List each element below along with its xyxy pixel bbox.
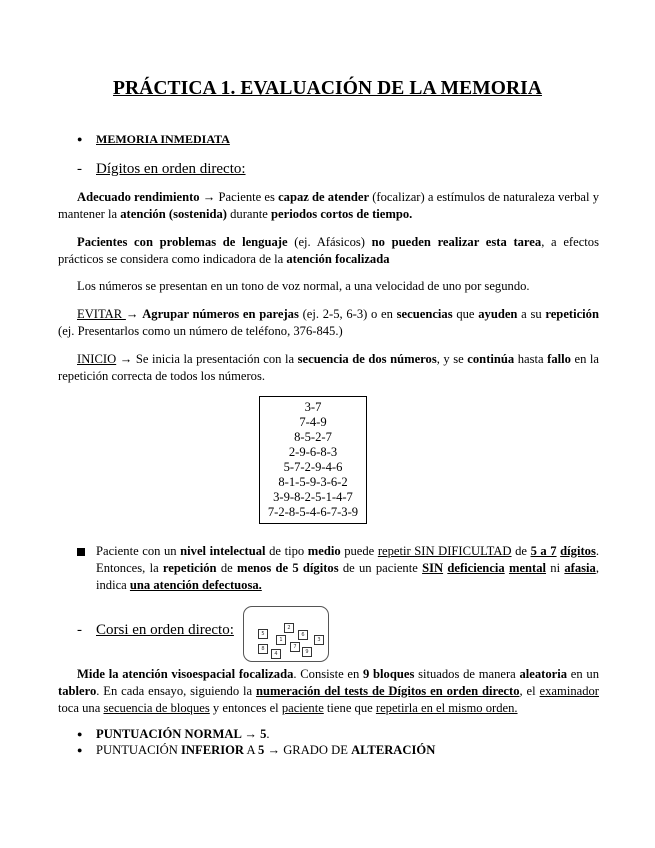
paragraph-presentation-rate: Los números se presentan en un tono de voz normal, a una velocidad de uno por segundo.: [77, 279, 530, 293]
text-span: de un paciente: [338, 561, 423, 575]
text-span: examinador: [539, 684, 599, 698]
corsi-block: 9: [302, 647, 312, 657]
digits-heading: Dígitos en orden directo:: [96, 161, 246, 177]
text-span: atención (sostenida): [120, 207, 227, 221]
text-span: , indica: [96, 561, 599, 592]
text-span: de: [511, 544, 531, 558]
square-bullet-icon: [77, 548, 85, 556]
text-span: Paciente con un: [96, 544, 181, 558]
page-title: PRÁCTICA 1. EVALUACIÓN DE LA MEMORIA: [112, 78, 543, 99]
corsi-block: 7: [290, 642, 300, 652]
text-span: tiene que: [323, 701, 376, 715]
text-span: Agrupar números en parejas: [142, 307, 299, 321]
text-span: , el: [519, 684, 540, 698]
text-span: INICIO: [77, 352, 117, 366]
text-span: .: [266, 727, 270, 741]
sequence-item: 3-7: [304, 400, 322, 414]
text-span: situados de manera: [414, 667, 520, 681]
corsi-heading: Corsi en orden directo:: [96, 622, 234, 638]
corsi-block: 2: [284, 623, 294, 633]
sequence-item: 5-7-2-9-4-6: [283, 460, 343, 474]
text-span: repetición: [162, 561, 217, 575]
text-span: ni: [546, 561, 565, 575]
text-span: ALTERACIÓN: [351, 743, 436, 757]
text-span: paciente: [281, 701, 324, 715]
text-span: → Se inicia la presentación con la: [116, 352, 298, 366]
sequence-item: 2-9-6-8-3: [288, 445, 338, 459]
text-span: deficiencia: [447, 561, 505, 575]
text-span: atención focalizada: [286, 252, 390, 266]
corsi-board-image: [243, 606, 329, 662]
text-span: mental: [508, 561, 547, 575]
text-span: secuencia de dos números: [297, 352, 437, 366]
text-span: 5: [258, 743, 265, 757]
text-span: no pueden realizar esta tarea: [371, 235, 542, 249]
sequence-item: 7-4-9: [299, 415, 327, 429]
sequence-item: 8-1-5-9-3-6-2: [278, 475, 348, 489]
text-span: toca una: [58, 701, 104, 715]
digit-sequences-list: [260, 400, 366, 520]
text-span: , y se: [436, 352, 468, 366]
arrow-icon: →: [125, 307, 143, 321]
corsi-block: 4: [271, 649, 281, 659]
text-span: durante: [226, 207, 272, 221]
corsi-block: 5: [258, 629, 268, 639]
text-span: numeración del tests de Dígitos en orden directo: [256, 684, 520, 698]
text-span: una atención defectuosa.: [129, 578, 262, 592]
text-span: periodos cortos de tiempo.: [271, 207, 413, 221]
text-span: (ej. Afásicos): [287, 235, 372, 249]
text-span: 9 bloques: [363, 667, 415, 681]
text-span: (focalizar) a estímulos de naturaleza verbal y mantener la: [58, 190, 599, 221]
text-span: INFERIOR: [181, 743, 244, 757]
text-span: secuencia de bloques: [103, 701, 210, 715]
text-span: (ej. Presentarlos como un número de teléfono, 376-845.): [58, 324, 343, 338]
text-span: repetirla en el mismo orden.: [375, 701, 518, 715]
text-span: 5 a 7: [530, 544, 557, 558]
text-span: puede: [340, 544, 378, 558]
text-span: → Paciente es: [199, 190, 279, 204]
text-span: menos de 5 dígitos: [236, 561, 339, 575]
section-heading: MEMORIA INMEDIATA: [96, 132, 230, 146]
text-span: . En cada ensayo, siguiendo la: [96, 684, 257, 698]
text-span: de: [216, 561, 237, 575]
text-span: en un: [567, 667, 599, 681]
paragraph-language-problems: [58, 234, 599, 268]
bullet-icon: ●: [77, 729, 83, 739]
sequence-item: 3-9-8-2-5-1-4-7: [273, 490, 353, 504]
text-span: medio: [307, 544, 341, 558]
text-span: que: [452, 307, 479, 321]
text-span: a su: [517, 307, 546, 321]
text-span: . Consiste en: [293, 667, 364, 681]
text-span: EVITAR: [77, 307, 126, 321]
digit-sequences-box: [259, 396, 367, 524]
dash-marker: -: [77, 161, 82, 177]
text-span: continúa: [467, 352, 515, 366]
bullet-icon: ●: [77, 134, 83, 144]
score-inferior: [96, 742, 596, 759]
sequence-item: 7-2-8-5-4-6-7-3-9: [267, 505, 359, 519]
text-span: ayuden: [478, 307, 518, 321]
text-span: fallo: [547, 352, 571, 366]
text-span: hasta: [514, 352, 548, 366]
text-span: PUNTUACIÓN: [96, 743, 182, 757]
text-span: repetir SIN DIFICULTAD: [377, 544, 512, 558]
text-span: SIN: [422, 561, 444, 575]
text-span: → GRADO DE: [264, 743, 352, 757]
corsi-block: 1: [276, 635, 286, 645]
text-span: repetición: [545, 307, 599, 321]
sequence-item: 8-5-2-7: [294, 430, 332, 444]
paragraph-adequate-performance: [58, 189, 599, 223]
paragraph-avoid: [58, 306, 599, 340]
text-span: dígitos: [560, 544, 596, 558]
text-span: A: [244, 743, 259, 757]
text-span: PUNTUACIÓN NORMAL → 5: [96, 727, 267, 741]
text-span: , a efectos prácticos se considera como indicadora de la: [58, 235, 599, 266]
text-span: aleatoria: [519, 667, 568, 681]
text-span: . Entonces, la: [96, 544, 600, 575]
corsi-block: 3: [314, 635, 324, 645]
text-span: Adecuado rendimiento: [77, 190, 200, 204]
text-span: capaz de atender: [278, 190, 370, 204]
text-span: Mide la atención visoespacial focalizada: [77, 667, 294, 681]
text-span: (ej. 2-5, 6-3) o en: [298, 307, 397, 321]
paragraph-corsi-description: [58, 666, 599, 717]
text-span: afasia: [564, 561, 596, 575]
text-span: tablero: [58, 684, 97, 698]
text-span: secuencias: [396, 307, 453, 321]
bullet-icon: ●: [77, 745, 83, 755]
text-span: Pacientes con problemas de lenguaje: [77, 235, 288, 249]
paragraph-start: [58, 351, 599, 385]
text-span: de tipo: [265, 544, 308, 558]
corsi-block: 6: [298, 630, 308, 640]
text-span: nivel intelectual: [180, 544, 266, 558]
paragraph-intellectual-level: [96, 543, 599, 594]
dash-marker: -: [77, 622, 82, 638]
text-span: en la repetición correcta de todos los números.: [58, 352, 599, 383]
text-span: y entonces el: [209, 701, 282, 715]
corsi-block: 8: [258, 644, 268, 654]
score-normal: [96, 726, 596, 743]
